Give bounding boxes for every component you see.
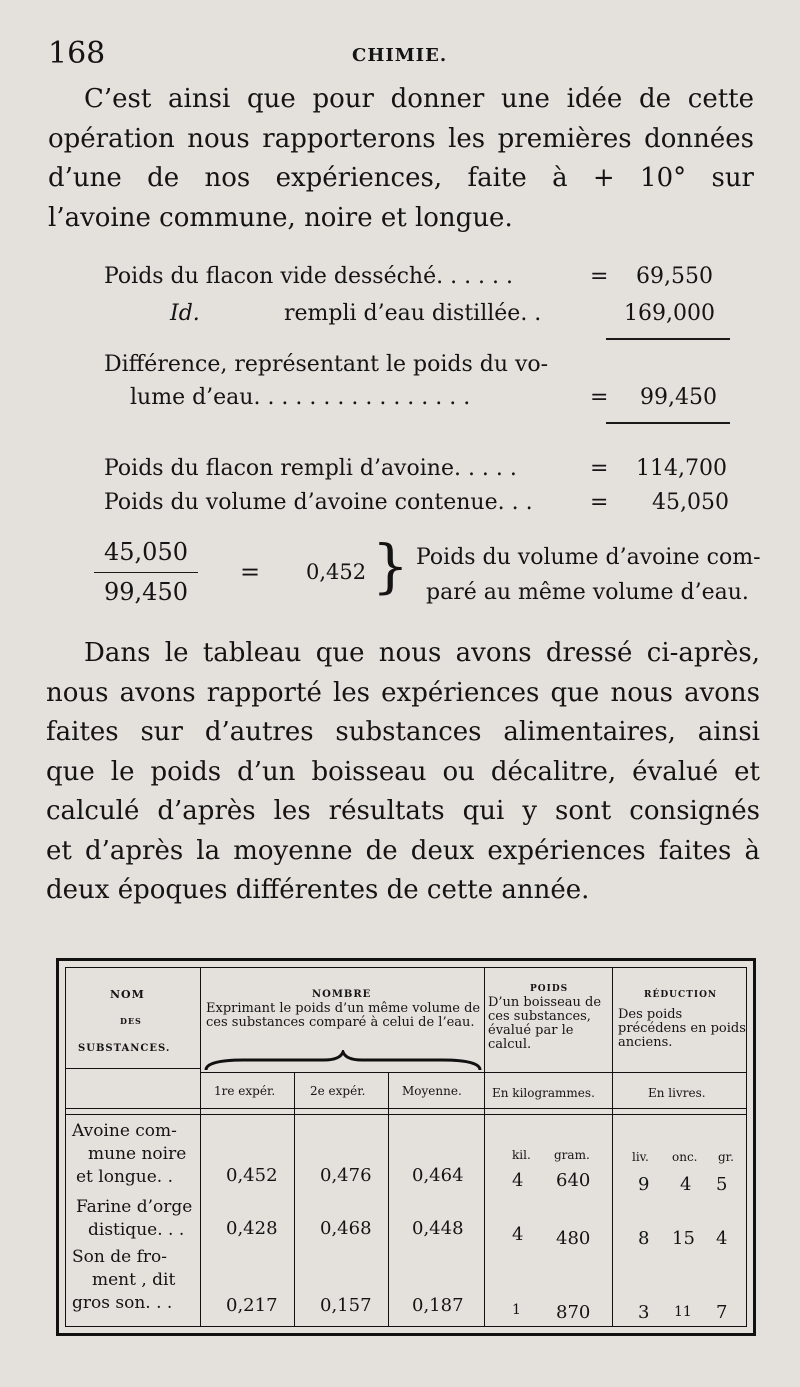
- body-line: calculé d’après les résultats qui y sont consignés: [46, 796, 760, 826]
- table-row-name: et longue. .: [76, 1167, 174, 1187]
- cell-onc: 4: [680, 1174, 692, 1195]
- column-divider: [612, 968, 613, 1326]
- calc-line-4-label: lume d’eau. . . . . . . . . . . . . . . .: [130, 385, 471, 410]
- body-line: deux époques différentes de cette année.: [46, 875, 590, 905]
- cell-exp1: 0,217: [226, 1295, 278, 1316]
- table-row-name: distique. . .: [88, 1220, 185, 1240]
- unit-onc: onc.: [672, 1150, 698, 1164]
- page-number: 168: [48, 36, 106, 71]
- cell-gr: 7: [716, 1302, 728, 1323]
- right-brace-icon: }: [372, 532, 409, 600]
- cell-liv: 9: [638, 1174, 650, 1195]
- subhead-exp2: 2e expér.: [310, 1084, 366, 1098]
- calc-line-6-value: 45,050: [652, 490, 729, 515]
- cell-liv: 3: [638, 1302, 650, 1323]
- cell-gram: 870: [556, 1302, 591, 1323]
- calc-line-1-eq: =: [590, 264, 609, 289]
- cell-exp2: 0,157: [320, 1295, 372, 1316]
- calc-line-6-eq: =: [590, 490, 609, 515]
- col1-head-line: DES: [120, 1016, 142, 1026]
- calc-line-5-value: 114,700: [636, 456, 727, 481]
- table-row-name: ment , dit: [92, 1270, 176, 1290]
- col2-head-title: NOMBRE: [312, 989, 372, 1000]
- fraction-denominator: 99,450: [104, 578, 188, 606]
- calc-line-2-id: Id.: [170, 301, 200, 326]
- cell-moyenne: 0,464: [412, 1165, 464, 1186]
- column-divider: [200, 968, 201, 1326]
- calc-line-1-value: 69,550: [636, 264, 713, 289]
- subhead-livres: En livres.: [648, 1086, 706, 1100]
- column-divider: [484, 968, 485, 1326]
- cell-kil: 1: [512, 1302, 521, 1318]
- cell-onc: 15: [672, 1228, 695, 1249]
- unit-gr: gr.: [718, 1150, 734, 1164]
- col4-head-title: RÉDUCTION: [644, 990, 718, 1000]
- subhead-exp1: 1re expér.: [214, 1084, 276, 1098]
- calc-line-5-label: Poids du flacon rempli d’avoine. . . . .: [104, 456, 517, 481]
- calc-line-5-eq: =: [590, 456, 609, 481]
- table-row-name: gros son. . .: [72, 1293, 173, 1313]
- intro-line: C’est ainsi que pour donner une idée de cette: [84, 84, 754, 114]
- subhead-kilogrammes: En kilogrammes.: [492, 1086, 595, 1100]
- cell-moyenne: 0,187: [412, 1295, 464, 1316]
- fraction-note-1: Poids du volume d’avoine com-: [416, 545, 761, 570]
- calc-line-2-value: 169,000: [624, 301, 715, 326]
- cell-gram: 640: [556, 1170, 591, 1191]
- row-divider: [66, 1114, 746, 1115]
- calc-line-3-label: Différence, représentant le poids du vo-: [104, 352, 549, 377]
- row-divider: [200, 1072, 746, 1073]
- sum-rule: [606, 422, 730, 424]
- cell-gr: 5: [716, 1174, 728, 1195]
- table-row-name: Avoine com-: [72, 1121, 177, 1141]
- body-line: nous avons rapporté les expériences que nous avons: [46, 677, 760, 708]
- intro-paragraph: [48, 80, 754, 238]
- column-divider: [388, 1072, 389, 1326]
- intro-line: opération nous rapporterons les premières données: [48, 123, 754, 154]
- cell-exp1: 0,428: [226, 1218, 278, 1239]
- intro-line: d’une de nos expériences, faite à + 10° sur: [48, 163, 754, 193]
- intro-line: l’avoine commune, noire et longue.: [48, 202, 513, 233]
- fraction-eq: =: [240, 558, 261, 586]
- fraction-note-2: paré au même volume d’eau.: [426, 580, 749, 605]
- body-line: faites sur d’autres substances alimentaires, ainsi: [46, 717, 760, 747]
- cell-kil: 4: [512, 1170, 524, 1191]
- table-frame: [65, 967, 747, 1327]
- calc-line-2-label: rempli d’eau distillée. .: [284, 301, 542, 326]
- col3-head-desc: D’un boisseau de ces substances, évalué par le calcul.: [488, 995, 602, 1052]
- cell-moyenne: 0,448: [412, 1218, 464, 1239]
- calc-line-6-label: Poids du volume d’avoine contenue. . .: [104, 490, 533, 515]
- cell-gr: 4: [716, 1228, 728, 1249]
- table-row-name: Farine d’orge: [76, 1197, 193, 1217]
- calc-line-4-eq: =: [590, 385, 609, 410]
- table-row-name: mune noire: [88, 1144, 187, 1164]
- cell-gram: 480: [556, 1228, 591, 1249]
- calc-line-1-label: Poids du flacon vide desséché. . . . . .: [104, 264, 514, 289]
- fraction-numerator: 45,050: [104, 538, 188, 566]
- body-line: Dans le tableau que nous avons dressé ci-après,: [84, 638, 760, 668]
- body-line: et d’après la moyenne de deux expériences faites à: [46, 835, 760, 866]
- col1-head-line: NOM: [110, 988, 145, 1001]
- col3-head-title: POIDS: [530, 984, 569, 994]
- table-row-name: Son de fro-: [72, 1247, 167, 1267]
- running-title: CHIMIE.: [352, 45, 448, 66]
- sum-rule: [606, 338, 730, 340]
- column-divider: [294, 1072, 295, 1326]
- cell-exp2: 0,476: [320, 1165, 372, 1186]
- cell-onc: 11: [674, 1304, 692, 1320]
- brace-icon: [204, 1050, 482, 1072]
- calc-line-4-value: 99,450: [640, 385, 717, 410]
- col4-head-desc: Des poids précédens en poids anciens.: [618, 1007, 746, 1050]
- row-divider: [66, 1068, 200, 1069]
- unit-kil: kil.: [512, 1148, 531, 1162]
- fraction-result: 0,452: [306, 560, 367, 584]
- data-table: [56, 958, 756, 1336]
- cell-liv: 8: [638, 1228, 650, 1249]
- unit-gram: gram.: [554, 1148, 590, 1162]
- body-line: que le poids d’un boisseau ou décalitre, évalué et: [46, 756, 760, 787]
- unit-liv: liv.: [632, 1150, 649, 1164]
- cell-exp1: 0,452: [226, 1165, 278, 1186]
- subhead-moyenne: Moyenne.: [402, 1084, 462, 1098]
- cell-exp2: 0,468: [320, 1218, 372, 1239]
- body-paragraph: [46, 634, 760, 911]
- col2-head-desc: Exprimant le poids d’un même volume de ces substances comparé à celui de l’eau.: [206, 1001, 481, 1030]
- fraction-bar: [94, 572, 198, 573]
- row-divider: [66, 1108, 746, 1109]
- cell-kil: 4: [512, 1224, 524, 1245]
- col1-head-line: SUBSTANCES.: [78, 1043, 171, 1054]
